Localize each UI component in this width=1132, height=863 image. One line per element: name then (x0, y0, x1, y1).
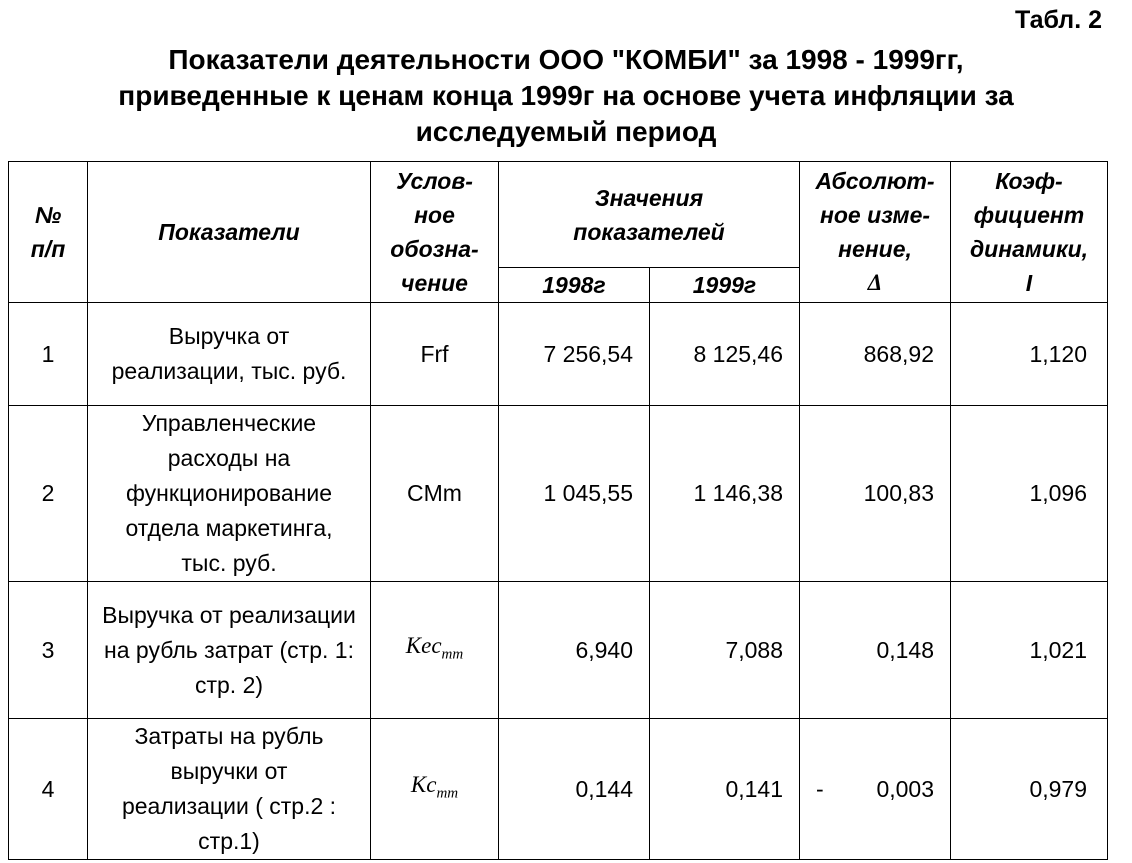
row-abs-change (800, 719, 951, 860)
header-year-1998: 1998г (499, 268, 650, 303)
row-indicator: Выручка от реализации на рубль затрат (стр. 1: стр. 2) (88, 582, 371, 719)
title-line-1: Показатели деятельности ООО "КОМБИ" за 1998 - 1999гг, (168, 44, 964, 75)
row-value-1998: 0,144 (499, 719, 650, 860)
row-delta-value: 100,83 (863, 480, 934, 506)
header-abs-change-symbol: Δ (867, 270, 883, 295)
row-value-1999: 7,088 (650, 582, 800, 719)
row-indicator: Управленческие расходы на функционирование отдела маркетинга, тыс. руб. (88, 406, 371, 582)
row-delta-value: 0,148 (876, 636, 934, 663)
row-num: 1 (9, 303, 88, 406)
header-year-1999: 1999г (650, 268, 800, 303)
row-value-1999: 1 146,38 (650, 406, 800, 582)
row-value-1998: 7 256,54 (499, 303, 650, 406)
header-coef (951, 162, 1108, 303)
row-value-1999: 0,141 (650, 719, 800, 860)
header-indicator: Показатели (88, 162, 371, 303)
title-line-2: приведенные к ценам конца 1999г на основе учета инфляции за (118, 80, 1014, 111)
row-symbol-main: Frf (420, 340, 449, 367)
row-coef: 1,120 (951, 303, 1108, 406)
table-row (9, 719, 1108, 860)
row-symbol (371, 303, 499, 406)
table-row (9, 303, 1108, 406)
row-coef: 0,979 (951, 719, 1108, 860)
row-abs-change (800, 406, 951, 582)
header-coef-text: Коэф-фициент динамики, (969, 168, 1089, 262)
row-value-1998: 1 045,55 (499, 406, 650, 582)
row-symbol-sub: mm (441, 646, 464, 663)
row-symbol-main: Kc (410, 771, 437, 797)
header-abs-change-text: Абсолют-ное изме-нение, (815, 168, 935, 262)
row-value-1998: 6,940 (499, 582, 650, 719)
header-coef-symbol: I (1025, 270, 1033, 296)
row-indicator: Выручка от реализации, тыс. руб. (88, 303, 371, 406)
indicators-table (8, 161, 1108, 860)
row-coef: 1,021 (951, 582, 1108, 719)
row-symbol (371, 406, 499, 582)
title-line-3: исследуемый период (415, 116, 717, 147)
row-num: 2 (9, 406, 88, 582)
row-abs-change (800, 303, 951, 406)
row-num: 3 (9, 582, 88, 719)
header-symbol: Услов-ное обозна-чение (371, 162, 499, 303)
header-num: № п/п (9, 162, 88, 303)
row-coef: 1,096 (951, 406, 1108, 582)
row-abs-change (800, 582, 951, 719)
table-number-label: Табл. 2 (1014, 6, 1102, 34)
table-title (0, 42, 1132, 150)
row-indicator: Затраты на рубль выручки от реализации ( стр.2 : стр.1) (88, 719, 371, 860)
row-symbol-main: CMm (407, 480, 462, 506)
row-delta-sign: - (816, 775, 824, 802)
row-value-1999: 8 125,46 (650, 303, 800, 406)
row-num: 4 (9, 719, 88, 860)
row-delta-value: 0,003 (876, 775, 934, 802)
row-symbol-main: Kec (405, 632, 442, 658)
row-delta-value: 868,92 (863, 340, 934, 367)
table-row (9, 406, 1108, 582)
header-abs-change (800, 162, 951, 303)
table-row (9, 582, 1108, 719)
header-row-top (9, 162, 1108, 268)
header-values: Значения показателей (499, 162, 800, 268)
row-symbol (371, 719, 499, 860)
row-symbol (371, 582, 499, 719)
row-symbol-sub: mm (436, 785, 459, 802)
